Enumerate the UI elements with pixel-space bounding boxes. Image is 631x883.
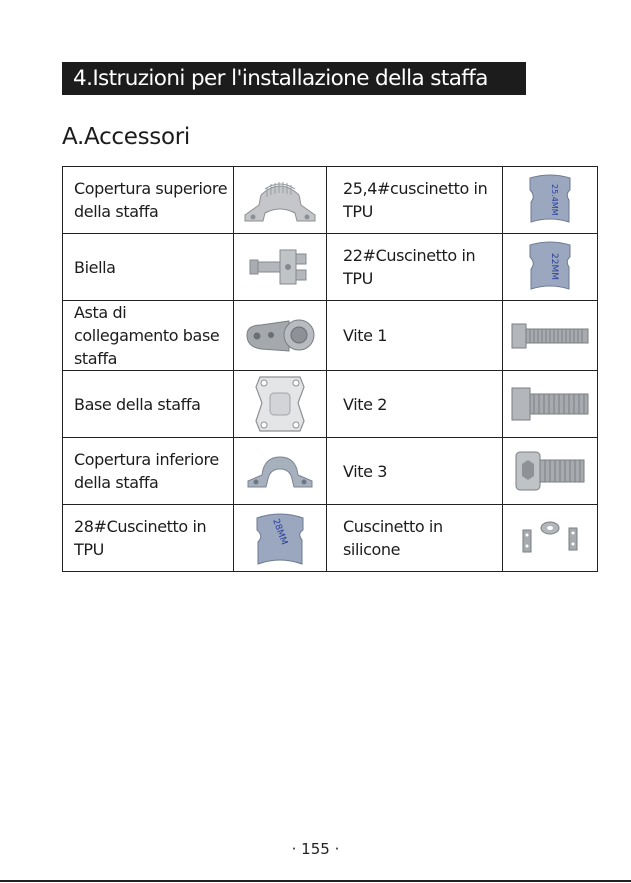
- part-label: Vite 2: [327, 371, 503, 438]
- part-label: Copertura superiore della staffa: [63, 167, 234, 234]
- table-row: [63, 371, 598, 438]
- table-row: [63, 438, 598, 505]
- connecting-rod-icon: [234, 234, 327, 301]
- silicone-pad-icon: [503, 505, 598, 572]
- base-link-rod-icon: [234, 301, 327, 371]
- table-row: [63, 234, 598, 301]
- table-row: [63, 301, 598, 371]
- svg-text:22MM: 22MM: [549, 253, 559, 280]
- part-label: Copertura inferiore della staffa: [63, 438, 234, 505]
- screw-3-icon: [503, 438, 598, 505]
- table-row: [63, 505, 598, 572]
- part-label: Base della staffa: [63, 371, 234, 438]
- screw-2-icon: [503, 371, 598, 438]
- part-label: Cuscinetto in silicone: [327, 505, 503, 572]
- part-label: Biella: [63, 234, 234, 301]
- bottom-divider: [0, 880, 631, 882]
- page-number: · 155 ·: [291, 840, 340, 858]
- tpu-pad-22-icon: [503, 234, 598, 301]
- bracket-base-icon: [234, 371, 327, 438]
- svg-text:28MM: 28MM: [270, 517, 289, 547]
- top-cover-icon: [234, 167, 327, 234]
- part-label: Vite 1: [327, 301, 503, 371]
- table-row: [63, 167, 598, 234]
- part-label: 22#Cuscinetto in TPU: [327, 234, 503, 301]
- tpu-pad-28-icon: [234, 505, 327, 572]
- part-label: 28#Cuscinetto in TPU: [63, 505, 234, 572]
- svg-text:25.4MM: 25.4MM: [550, 184, 559, 216]
- part-label: 25,4#cuscinetto in TPU: [327, 167, 503, 234]
- part-label: Vite 3: [327, 438, 503, 505]
- screw-1-icon: [503, 301, 598, 371]
- subsection-title: A.Accessori: [62, 124, 190, 150]
- bottom-cover-icon: [234, 438, 327, 505]
- accessories-table: [62, 166, 598, 572]
- section-title: 4.Istruzioni per l'installazione della staffa: [62, 62, 526, 95]
- part-label: Asta di collegamento base staffa: [63, 301, 234, 371]
- tpu-pad-25-icon: [503, 167, 598, 234]
